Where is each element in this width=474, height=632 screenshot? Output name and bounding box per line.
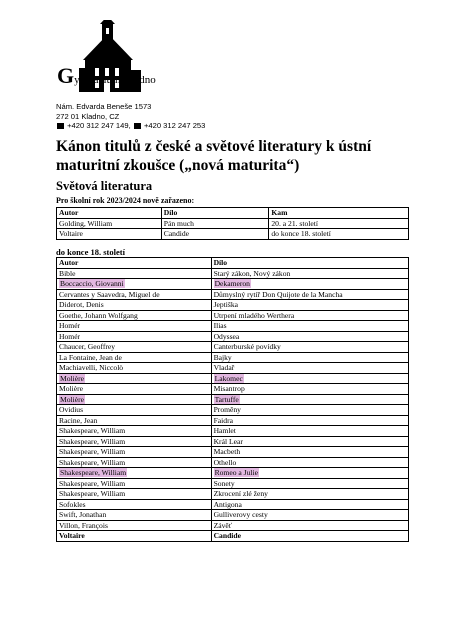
table-row [57,342,409,353]
school-address [56,102,205,131]
author-name: Shakespeare, William [59,447,126,456]
new-titles-table [56,207,409,240]
table-row [57,363,409,374]
period-heading: do konce 18. století [56,247,125,257]
table-row [57,510,409,521]
table-row [57,520,409,531]
author-cell: Voltaire [57,229,162,240]
work-title: Bajky [213,352,232,362]
author-cell [57,384,212,395]
table-row [57,352,409,363]
work-title: Candide [213,531,241,540]
work-cell [211,300,408,311]
author-name: Machiavelli, Niccolò [59,363,124,372]
table-row [57,489,409,500]
author-cell [57,468,212,479]
canon-table [56,257,409,542]
work-title: Faidra [213,415,233,425]
work-title: Starý zákon, Nový zákon [213,268,291,278]
author-cell [57,478,212,489]
work-cell [211,289,408,300]
author-cell [57,510,212,521]
author-cell [57,300,212,311]
author-name: Bible [59,268,76,278]
table-row [57,426,409,437]
period-cell: do konce 18. století [269,229,409,240]
author-cell [57,489,212,500]
work-title: Gulliverovy cesty [213,510,268,519]
work-cell [211,279,408,290]
work-cell [211,384,408,395]
work-title: Hamlet [213,426,236,435]
header-period: Kam [269,208,409,219]
phone-icon [57,123,64,129]
work-title: Macbeth [213,447,241,456]
author-name: Villon, François [59,520,108,530]
phone-icon [134,123,141,129]
author-cell [57,457,212,468]
work-cell [211,331,408,342]
author-cell [57,436,212,447]
work-title: Sonety [213,478,235,488]
author-name: Ovidius [59,405,84,414]
work-title: Othello [213,457,237,467]
author-name: Molière [60,394,85,404]
address-city: 272 01 Kladno, CZ [56,111,120,121]
table-row [57,384,409,395]
address-street: Nám. Edvarda Beneše 1573 [56,102,152,111]
author-cell [57,531,212,542]
work-cell [211,436,408,447]
work-title: Lakomec [214,373,243,383]
header-author: Autor [57,258,212,269]
table-row [57,310,409,321]
author-cell [57,373,212,384]
school-name: Gymnázium Kladno [57,63,156,88]
work-cell [211,321,408,332]
author-cell [57,268,212,279]
author-cell [57,331,212,342]
header-author: Autor [57,208,162,219]
author-name: Goethe, Johann Wolfgang [59,310,138,320]
author-name: Shakespeare, William [59,489,126,498]
author-cell [57,405,212,416]
school-building-logo [55,20,145,102]
work-title: Utrpení mladého Werthera [213,310,295,320]
author-name: Voltaire [59,531,85,540]
work-title: Tartuffe [214,394,239,404]
new-items-note: Pro školní rok 2023/2024 nově zařazeno: [56,196,195,205]
work-cell [211,352,408,363]
work-cell [211,394,408,405]
author-cell [57,310,212,321]
phone-2: +420 312 247 253 [143,121,206,131]
author-name: Cervantes y Saavedra, Miguel de [59,289,160,299]
table-row [57,229,409,240]
work-title: Zkrocení zlé ženy [213,489,268,498]
work-title: Závěť [213,520,232,530]
period-cell: 20. a 21. století [269,218,409,229]
author-cell [57,520,212,531]
table-row [57,218,409,229]
table-row [57,478,409,489]
author-cell [57,447,212,458]
author-name: Homér [59,321,81,330]
work-title: Důmyslný rytíř Don Quijote de la Mancha [213,289,343,299]
work-cell [211,426,408,437]
work-cell [211,342,408,353]
address-phones [56,121,205,131]
work-title: Dekameron [214,279,250,288]
work-cell [211,415,408,426]
phone-1: +420 312 247 149, [67,121,131,131]
section-title: Světová literatura [56,179,153,193]
work-title: Král Lear [213,436,243,446]
table-header-row [57,258,409,269]
author-cell [57,342,212,353]
work-title: Romeo a Julie [214,468,259,477]
author-name: Shakespeare, William [59,436,126,446]
table-row [57,279,409,290]
table-row [57,531,409,542]
author-name: Swift, Jonathan [59,510,107,519]
table-row [57,300,409,311]
table-row [57,331,409,342]
work-cell [211,468,408,479]
author-cell [57,415,212,426]
work-title: Canterburské povídky [213,342,281,351]
author-name: Homér [59,331,81,341]
author-cell: Golding, William [57,218,162,229]
author-name: Diderot, Denis [59,300,104,309]
table-row [57,373,409,384]
table-row [57,499,409,510]
work-cell [211,373,408,384]
work-title: Antigona [213,499,242,509]
table-row [57,415,409,426]
author-cell [57,321,212,332]
work-cell [211,457,408,468]
work-cell [211,489,408,500]
table-row [57,394,409,405]
author-cell [57,289,212,300]
table-row [57,457,409,468]
author-name: Shakespeare, William [59,426,126,435]
work-cell [211,363,408,374]
author-name: Racine, Jean [59,415,98,425]
work-cell [211,499,408,510]
table-row [57,405,409,416]
author-cell [57,426,212,437]
author-name: Shakespeare, William [59,478,126,488]
work-title: Proměny [213,405,241,414]
author-name: La Fontaine, Jean de [59,352,122,362]
work-title: Misantrop [213,384,245,393]
work-cell [211,447,408,458]
author-name: Sofokles [59,499,86,509]
author-cell [57,352,212,363]
author-cell [57,394,212,405]
work-cell [211,268,408,279]
work-title: Odyssea [213,331,240,341]
author-name: Molière [59,384,84,393]
author-name: Molière [60,373,85,383]
work-title: Ilias [213,321,227,330]
author-cell [57,279,212,290]
work-cell: Candide [161,229,269,240]
author-cell [57,363,212,374]
header-work: Dílo [211,258,408,269]
table-row [57,468,409,479]
table-row [57,289,409,300]
author-cell [57,499,212,510]
work-cell [211,405,408,416]
work-cell [211,310,408,321]
table-row [57,447,409,458]
work-title: Vladař [213,363,235,372]
work-cell [211,531,408,542]
table-row [57,436,409,447]
table-header-row [57,208,409,219]
table-row [57,268,409,279]
author-name: Chaucer, Geoffrey [59,342,116,351]
work-cell [211,478,408,489]
author-name: Boccaccio, Giovanni [60,279,124,288]
author-name: Shakespeare, William [59,457,126,467]
work-cell [211,510,408,521]
work-cell [211,520,408,531]
work-cell: Pán much [161,218,269,229]
author-name: Shakespeare, William [60,468,127,477]
work-title: Jeptiška [213,300,239,309]
header-work: Dílo [161,208,269,219]
table-row [57,321,409,332]
page-title: Kánon titulů z české a světové literatury k ústní maturitní zkoušce („nová maturita“) [56,138,372,174]
